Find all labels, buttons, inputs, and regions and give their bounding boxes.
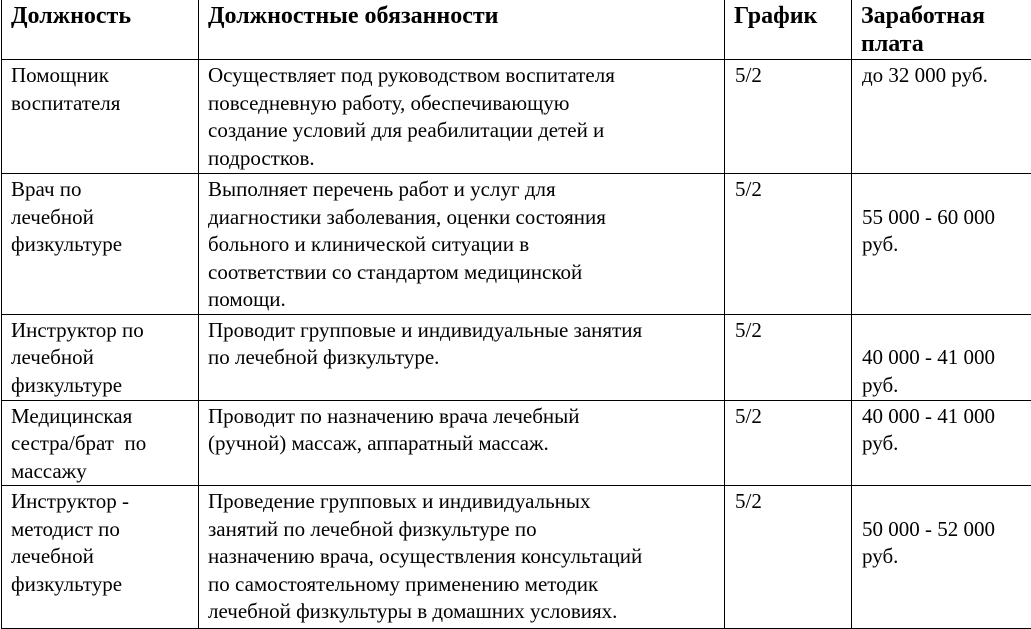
- position-line: лечебной: [11, 543, 196, 571]
- salary-line: руб.: [862, 372, 1030, 400]
- schedule-cell: 5/2: [725, 314, 852, 400]
- table-row: [2, 486, 1031, 629]
- table-row: [2, 60, 1031, 174]
- position-line: лечебной: [11, 344, 196, 372]
- schedule-cell: 5/2: [725, 60, 852, 174]
- position-line: Врач по: [11, 176, 196, 204]
- duties-line: больного и клинической ситуации в: [208, 231, 718, 259]
- header-duties: Должностные обязанности: [199, 0, 725, 60]
- header-position: Должность: [2, 0, 199, 60]
- position-line: Инструктор -: [11, 488, 196, 516]
- duties-cell: [199, 314, 725, 400]
- position-line: сестра/брат по: [11, 430, 196, 458]
- salary-cell: [852, 174, 1031, 315]
- duties-line: Осуществляет под руководством воспитателя: [208, 62, 718, 90]
- duties-cell: [199, 400, 725, 486]
- duties-line: по самостоятельному применению методик: [208, 571, 718, 599]
- position-line: физкультуре: [11, 231, 196, 259]
- duties-cell: [199, 60, 725, 174]
- duties-line: Проводит по назначению врача лечебный: [208, 403, 718, 431]
- salary-line: 40 000 - 41 000: [862, 344, 1030, 372]
- position-cell: [2, 400, 199, 486]
- salary-line: до 32 000 руб.: [862, 62, 1030, 90]
- salary-line: 40 000 - 41 000: [862, 403, 1030, 431]
- position-line: методист по: [11, 516, 196, 544]
- position-cell: [2, 60, 199, 174]
- duties-line: назначению врача, осуществления консультаций: [208, 543, 718, 571]
- duties-line: Выполняет перечень работ и услуг для: [208, 176, 718, 204]
- salary-line: руб.: [862, 543, 1030, 571]
- salary-line: руб.: [862, 231, 1030, 259]
- header-salary-line: плата: [861, 30, 1026, 58]
- salary-cell: [852, 486, 1031, 629]
- duties-line: повседневную работу, обеспечивающую: [208, 90, 718, 118]
- schedule-cell: 5/2: [725, 174, 852, 315]
- duties-line: диагностики заболевания, оценки состояния: [208, 204, 718, 232]
- duties-cell: [199, 174, 725, 315]
- duties-line: помощи.: [208, 286, 718, 314]
- salary-cell: [852, 60, 1031, 174]
- table-row: [2, 314, 1031, 400]
- duties-line: соответствии со стандартом медицинской: [208, 259, 718, 287]
- duties-line: создание условий для реабилитации детей и: [208, 117, 718, 145]
- position-line: массажу: [11, 458, 196, 486]
- position-cell: [2, 174, 199, 315]
- duties-cell: [199, 486, 725, 629]
- position-line: физкультуре: [11, 372, 196, 400]
- duties-line: лечебной физкультуры в домашних условиях.: [208, 598, 718, 626]
- duties-line: Проводит групповые и индивидуальные занятия: [208, 317, 718, 345]
- job-table: [1, 0, 1031, 629]
- header-salary-line: Заработная: [861, 2, 1026, 30]
- header-schedule: График: [725, 0, 852, 60]
- position-cell: [2, 486, 199, 629]
- salary-line: 55 000 - 60 000: [862, 204, 1030, 232]
- salary-line: руб.: [862, 430, 1030, 458]
- position-line: Медицинская: [11, 403, 196, 431]
- table-header-row: [2, 0, 1031, 60]
- position-line: лечебной: [11, 204, 196, 232]
- salary-cell: [852, 314, 1031, 400]
- salary-spacer: [862, 317, 1030, 345]
- salary-line: 50 000 - 52 000: [862, 516, 1030, 544]
- duties-line: Проведение групповых и индивидуальных: [208, 488, 718, 516]
- duties-line: занятий по лечебной физкультуре по: [208, 516, 718, 544]
- duties-line: (ручной) массаж, аппаратный массаж.: [208, 430, 718, 458]
- position-cell: [2, 314, 199, 400]
- position-line: физкультуре: [11, 571, 196, 599]
- position-line: воспитателя: [11, 90, 196, 118]
- header-salary: [852, 0, 1031, 60]
- table-row: [2, 174, 1031, 315]
- duties-line: по лечебной физкультуре.: [208, 344, 718, 372]
- table-row: [2, 400, 1031, 486]
- position-line: Помощник: [11, 62, 196, 90]
- salary-cell: [852, 400, 1031, 486]
- position-line: Инструктор по: [11, 317, 196, 345]
- salary-spacer: [862, 488, 1030, 516]
- schedule-cell: 5/2: [725, 486, 852, 629]
- salary-spacer: [862, 176, 1030, 204]
- duties-line: подростков.: [208, 145, 718, 173]
- schedule-cell: 5/2: [725, 400, 852, 486]
